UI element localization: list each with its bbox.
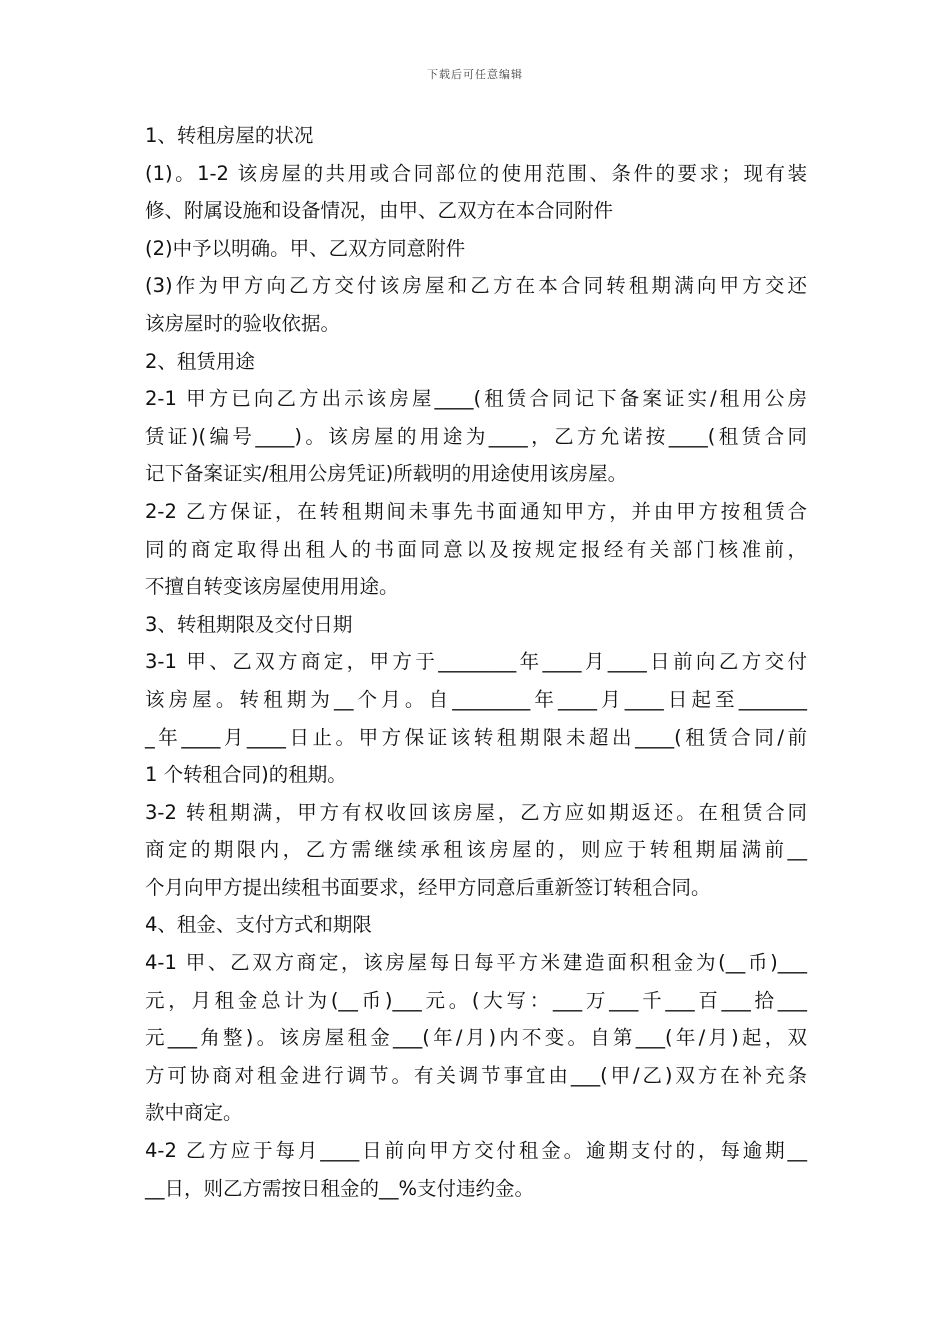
section-heading: 3、转租期限及交付日期	[145, 612, 353, 636]
paragraph-line: 该房屋时的验收依据。	[145, 311, 341, 335]
paragraph-line: 4-1 甲、乙双方商定，该房屋每日每平方米建造面积租金为(__币)___	[145, 951, 807, 975]
paragraph-line: 个月向甲方提出续租书面要求，经甲方同意后重新签订转租合同。	[145, 875, 711, 899]
paragraph-line: 记下备案证实/租用公房凭证)所载明的用途使用该房屋。	[145, 462, 628, 486]
paragraph-line: 该房屋。转租期为__个月。自________年____月____日起至_______	[145, 687, 807, 711]
section-heading: 4、租金、支付方式和期限	[145, 913, 372, 937]
paragraph-line: 修、附属设施和设备情况，由甲、乙双方在本合同附件	[145, 199, 614, 223]
paragraph-line: 2-1 甲方已向乙方出示该房屋____(租赁合同记下备案证实/租用公房	[145, 387, 807, 411]
paragraph-line: 商定的期限内，乙方需继续承租该房屋的，则应于转租期届满前__	[145, 838, 807, 862]
section-heading: 1、转租房屋的状况	[145, 124, 314, 147]
document-body	[145, 117, 807, 1207]
section-heading: 2、租赁用途	[145, 349, 255, 373]
paragraph-line: 不擅自转变该房屋使用用途。	[145, 575, 399, 599]
paragraph-line: 同的商定取得出租人的书面同意以及按规定报经有关部门核准前，	[145, 537, 807, 561]
paragraph-line: 元，月租金总计为(__币)___元。(大写：___万___千___百___拾___	[145, 988, 807, 1012]
paragraph-line: (3)作为甲方向乙方交付该房屋和乙方在本合同转租期满向甲方交还	[145, 274, 807, 298]
page-header-note: 下载后可任意编辑	[427, 68, 523, 81]
paragraph-line: 方可协商对租金进行调节。有关调节事宜由___(甲/乙)双方在补充条	[145, 1063, 807, 1087]
paragraph-line: 款中商定。	[145, 1101, 243, 1125]
paragraph-line: (1)。1-2 该房屋的共用或合同部位的使用范围、条件的要求；现有装	[145, 161, 807, 185]
paragraph-line: 元___角整)。该房屋租金___(年/月)内不变。自第___(年/月)起，双	[145, 1026, 807, 1050]
paragraph-line: 3-2 转租期满，甲方有权收回该房屋，乙方应如期返还。在租赁合同	[145, 800, 807, 824]
paragraph-line: __日，则乙方需按日租金的__%支付违约金。	[145, 1176, 535, 1200]
paragraph-line: 1 个转租合同)的租期。	[145, 763, 347, 787]
paragraph-line: 赁证)(编号____)。该房屋的用途为____，乙方允诺按____(租赁合同	[145, 424, 807, 448]
paragraph-line: 3-1 甲、乙双方商定，甲方于________年____月____日前向乙方交付	[145, 650, 807, 674]
paragraph-line: (2)中予以明确。甲、乙双方同意附件	[145, 236, 466, 260]
paragraph-line: _年____月____日止。甲方保证该转租期限未超出____(租赁合同/前	[145, 725, 807, 749]
paragraph-line: 2-2 乙方保证，在转租期间未事先书面通知甲方，并由甲方按租赁合	[145, 499, 807, 523]
paragraph-line: 4-2 乙方应于每月____日前向甲方交付租金。逾期支付的，每逾期__	[145, 1139, 807, 1163]
